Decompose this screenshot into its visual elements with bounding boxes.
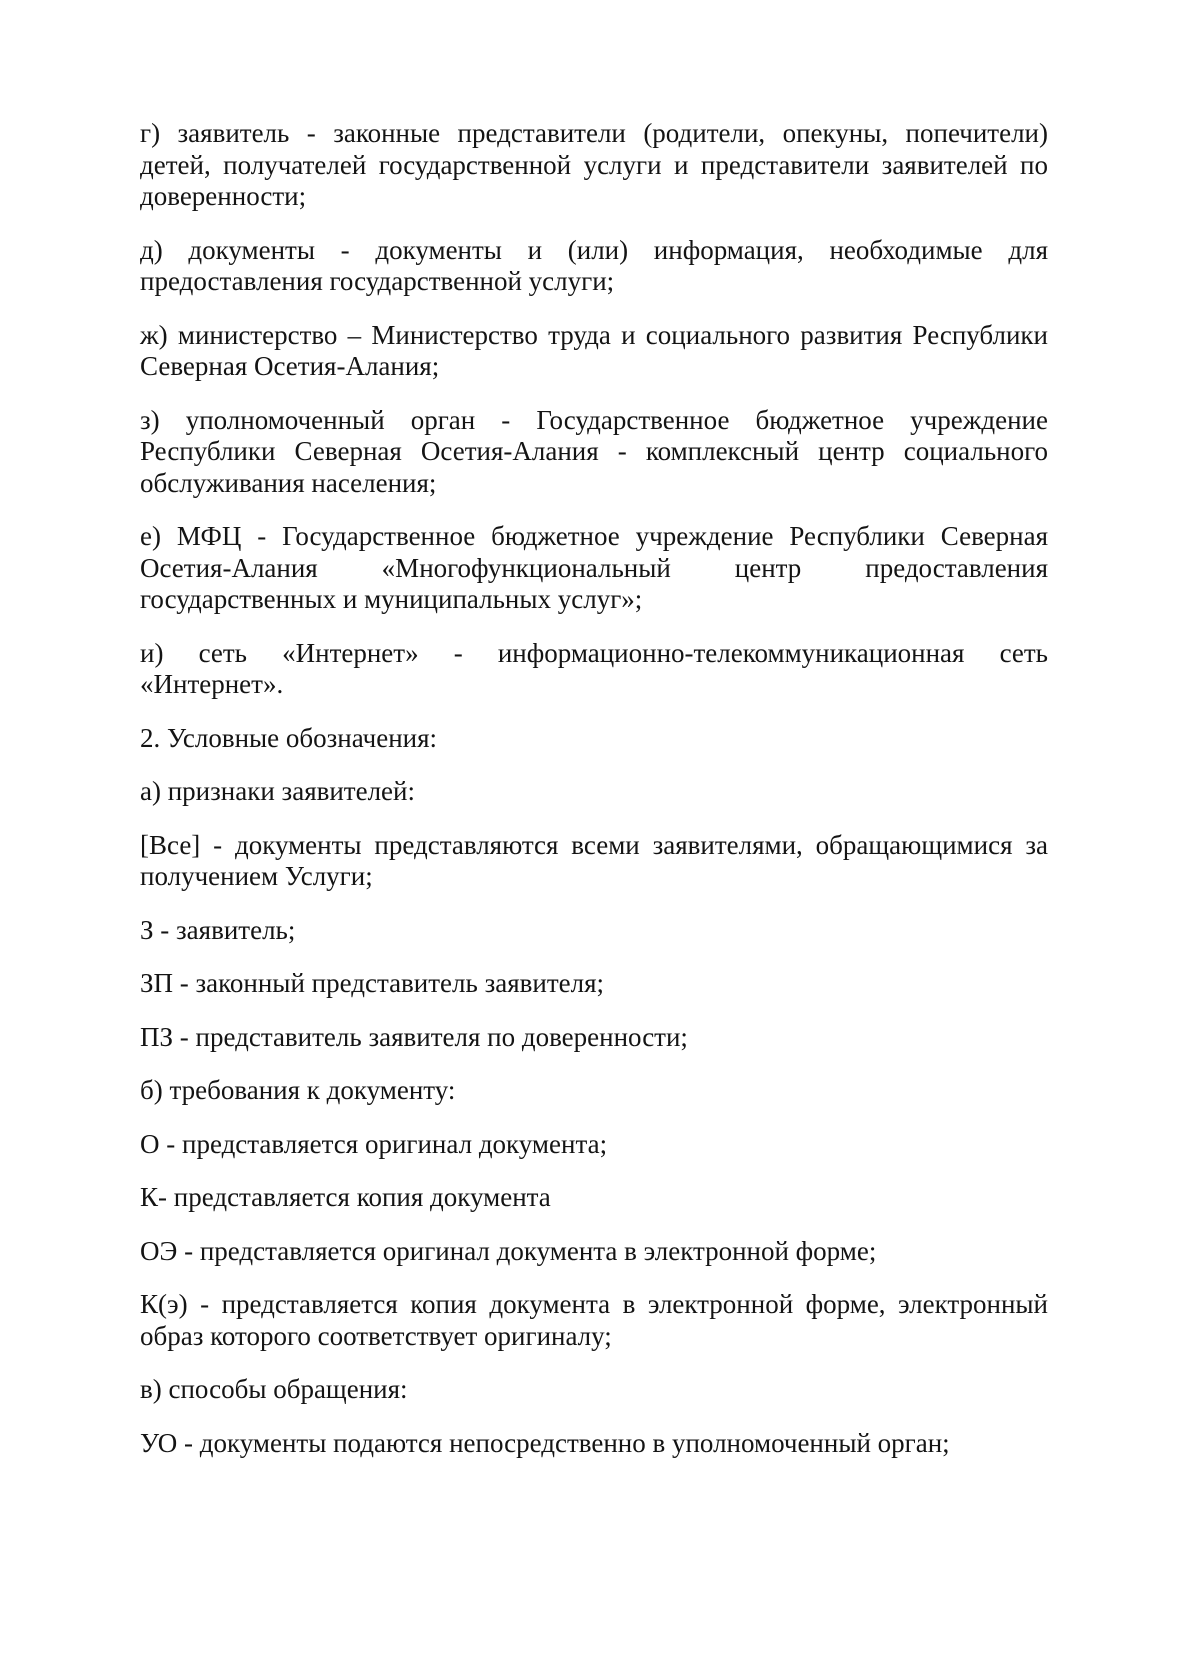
paragraph-methods-heading: в) способы обращения:: [140, 1374, 408, 1404]
paragraph-pz-proxy-representative: ПЗ - представитель заявителя по доверенности;: [140, 1021, 688, 1052]
paragraph-authorized-body-definition: з) уполномоченный орган - Государственное бюджетное учреждение Республики Северная Осетия-Алания - комплексный центр социального обслуживания населения;: [140, 404, 1048, 498]
document-body: [140, 118, 1048, 1481]
paragraph-o-original: О - представляется оригинал документа;: [140, 1128, 608, 1159]
paragraph-internet-definition: и) сеть «Интернет» - информационно-телекоммуникационная сеть «Интернет».: [140, 637, 1048, 699]
paragraph-oe-electronic-original: ОЭ - представляется оригинал документа в электронной форме;: [140, 1235, 877, 1266]
paragraph-documents-definition: д) документы - документы и (или) информация, необходимые для предоставления государственной услуги;: [140, 234, 1048, 296]
paragraph-applicant-definition: г) заявитель - законные представители (родители, опекуны, попечители) детей, получателей государственной услуги и представители заявителей по доверенности;: [140, 118, 1048, 211]
paragraph-document-requirements-heading: б) требования к документу:: [140, 1075, 456, 1105]
paragraph-legend-heading: 2. Условные обозначения:: [140, 722, 438, 753]
paragraph-k-copy: К- представляется копия документа: [140, 1182, 551, 1212]
paragraph-ministry-definition: ж) министерство – Министерство труда и социального развития Республики Северная Осетия-Алания;: [140, 319, 1048, 381]
paragraph-zp-legal-representative: ЗП - законный представитель заявителя;: [140, 968, 605, 998]
paragraph-uo-direct-submission: УО - документы подаются непосредственно в уполномоченный орган;: [140, 1427, 950, 1458]
paragraph-mfc-definition: е) МФЦ - Государственное бюджетное учреждение Республики Северная Осетия-Алания «Многофункциональный центр предоставления государственных и муниципальных услуг»;: [140, 521, 1048, 614]
paragraph-ke-electronic-copy: К(э) - представляется копия документа в электронной форме, электронный образ которого соответствует оригиналу;: [140, 1289, 1048, 1351]
paragraph-all-applicants: [Все] - документы представляются всеми заявителями, обращающимися за получением Услуги;: [140, 829, 1048, 891]
paragraph-applicant-signs-heading: а) признаки заявителей:: [140, 776, 415, 806]
paragraph-z-applicant: З - заявитель;: [140, 914, 296, 945]
